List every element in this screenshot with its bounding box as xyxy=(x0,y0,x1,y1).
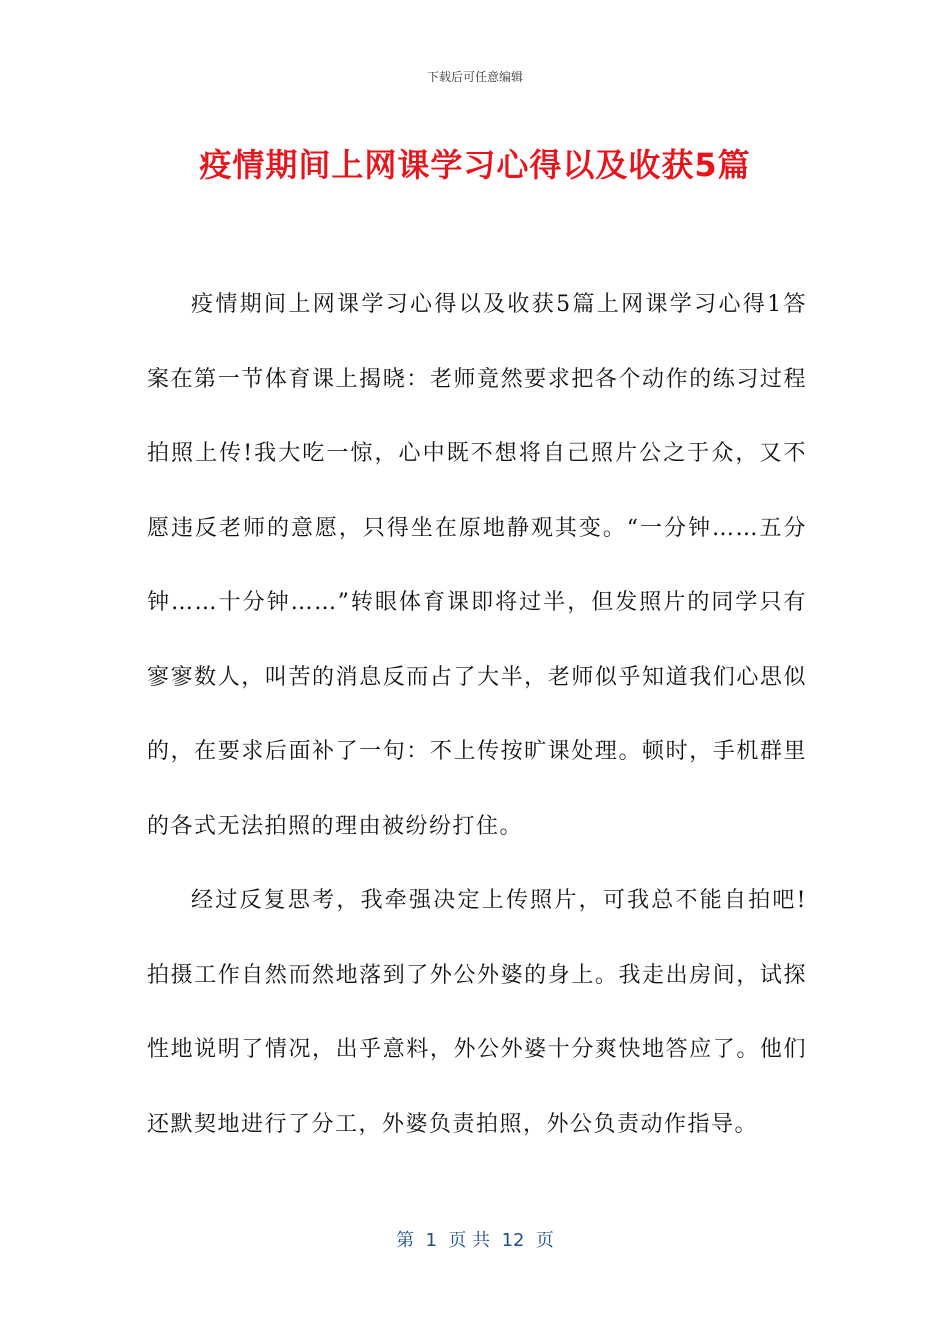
document-title: 疫情期间上网课学习心得以及收获5篇 xyxy=(199,146,751,184)
paragraph: 疫情期间上网课学习心得以及收获5篇上网课学习心得1答案在第一节体育课上揭晓：老师竟然要求把各个动作的练习过程拍照上传!我大吃一惊，心中既不想将自己照片公之于众，又不愿违反老师的意愿，只得坐在原地静观其变。“一分钟……五分钟……十分钟……”转眼体育课即将过半，但发照片的同学只有寥寥数人，叫苦的消息反而占了大半，老师似乎知道我们心思似的，在要求后面补了一句：不上传按旷课处理。顿时，手机群里的各式无法拍照的理由被纷纷打住。 xyxy=(147,292,807,839)
paragraph: 经过反复思考，我牵强决定上传照片，可我总不能自拍吧!拍摄工作自然而然地落到了外公外婆的身上。我走出房间，试探性地说明了情况，出乎意料，外公外婆十分爽快地答应了。他们还默契地进行了分工，外婆负责拍照，外公负责动作指导。 xyxy=(147,888,807,1137)
header-note: 下载后可任意编辑 xyxy=(426,70,523,84)
page-number-footer: 第 1 页 共 12 页 xyxy=(396,1230,554,1251)
document-body xyxy=(147,268,807,1162)
